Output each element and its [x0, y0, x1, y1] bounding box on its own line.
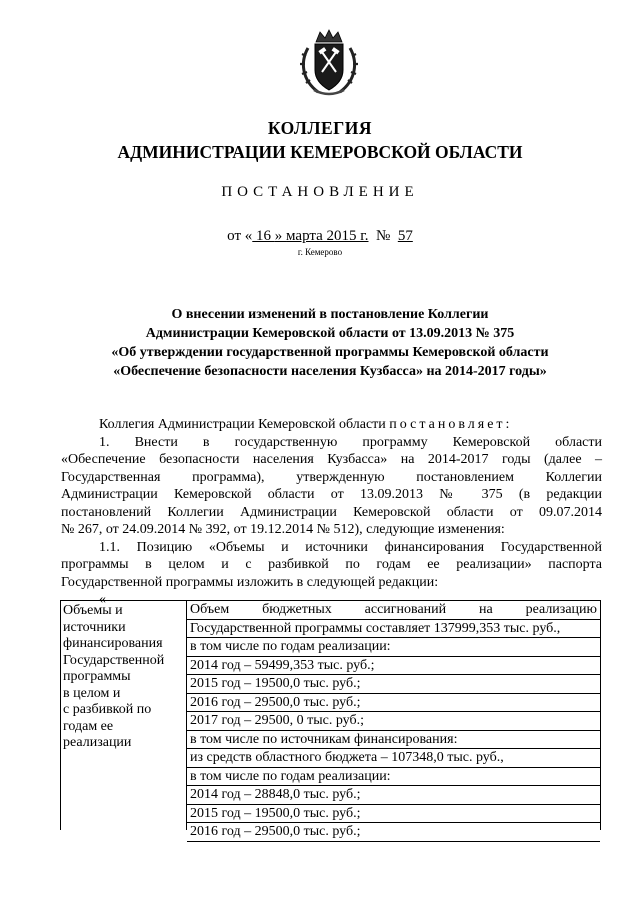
value-line: Государственной программы составляет 137999,353 тыс. руб.,: [187, 620, 600, 639]
paragraph-line: Государственной программы изложить в следующей редакции:: [61, 574, 439, 590]
paragraph-line: Администрации Кемеровской области от 13.09.2013 № 375 (в редакции: [61, 487, 602, 502]
value-line: 2014 год – 59499,353 тыс. руб.;: [187, 657, 600, 676]
header-subtitle: АДМИНИСТРАЦИИ КЕМЕРОВСКОЙ ОБЛАСТИ: [117, 142, 523, 162]
value-line: 2014 год – 28848,0 тыс. руб.;: [187, 786, 600, 805]
date-day: 16: [252, 228, 275, 244]
value-line: в том числе по источникам финансирования:: [187, 731, 600, 750]
title-line: Администрации Кемеровской области от 13.09.2013 № 375: [145, 326, 515, 341]
intro-verb: постановляет:: [389, 417, 513, 432]
title-line: «Обеспечение безопасности населения Кузбасса» на 2014-2017 годы»: [113, 364, 547, 379]
intro-text: Коллегия Администрации Кемеровской области: [99, 417, 386, 432]
table-label-cell: [61, 601, 187, 830]
document-type: ПОСТАНОВЛЕНИЕ: [221, 184, 419, 200]
opening-quote: «: [99, 592, 106, 607]
label-line: реализации: [63, 735, 132, 750]
date-mid: »: [274, 228, 287, 244]
funding-table: [60, 600, 601, 839]
label-line: финансирования: [63, 636, 163, 651]
intro-line: [61, 416, 602, 434]
value-line: Объем бюджетных ассигнований на реализацию: [187, 601, 600, 620]
paragraph-line: программы в целом и с разбивкой по годам ее реализации» паспорта: [61, 557, 602, 572]
paragraph-line: постановлений Коллегии Администрации Кемеровской области от 09.07.2014: [61, 504, 602, 520]
table-value-cell: [187, 601, 600, 839]
label-line: программы: [63, 669, 131, 684]
label-line: в целом и: [63, 685, 121, 701]
title-line: О внесении изменений в постановление Коллегии: [171, 307, 489, 322]
header-title: КОЛЛЕГИЯ: [267, 118, 373, 138]
value-line: 2016 год – 29500,0 тыс. руб.;: [187, 823, 600, 842]
value-line: 2017 год – 29500, 0 тыс. руб.;: [187, 712, 600, 731]
date-line: [0, 228, 640, 245]
label-line: с разбивкой по: [63, 702, 152, 717]
paragraph-line: 1. Внести в государственную программу Кемеровской области: [99, 434, 602, 450]
paragraph-line: «Обеспечение безопасности населения Кузбасса» на 2014-2017 годы (далее –: [61, 452, 602, 467]
value-line: 2016 год – 29500,0 тыс. руб.;: [187, 694, 600, 713]
value-line: в том числе по годам реализации:: [187, 638, 600, 657]
number-prefix: №: [368, 228, 398, 244]
document-body: [61, 416, 602, 609]
paragraph-line: № 267, от 24.09.2014 № 392, от 19.12.2014 № 512), следующие изменения:: [61, 522, 505, 537]
paragraph-line: 1.1. Позицию «Объемы и источники финансирования Государственной: [99, 539, 602, 555]
date-prefix: от «: [227, 228, 253, 244]
value-line: в том числе по годам реализации:: [187, 768, 600, 787]
document-number: 57: [397, 228, 413, 244]
date-month-year: марта 2015 г.: [286, 228, 369, 244]
value-line: 2015 год – 19500,0 тыс. руб.;: [187, 675, 600, 694]
coat-of-arms-icon: [298, 28, 360, 98]
paragraph-line: Государственная программа), утвержденную постановлением Коллегии: [61, 469, 602, 485]
label-line: источники: [63, 619, 126, 635]
value-line: из средств областного бюджета – 107348,0 тыс. руб.,: [187, 749, 600, 768]
label-line: Объемы и: [63, 603, 123, 618]
label-line: Государственной: [63, 652, 165, 668]
document-title: [60, 305, 600, 381]
title-line: «Об утверждении государственной программы Кемеровской области: [111, 345, 549, 360]
city: г. Кемерово: [297, 247, 343, 257]
label-line: годам ее: [63, 718, 114, 734]
value-line: 2015 год – 19500,0 тыс. руб.;: [187, 805, 600, 824]
